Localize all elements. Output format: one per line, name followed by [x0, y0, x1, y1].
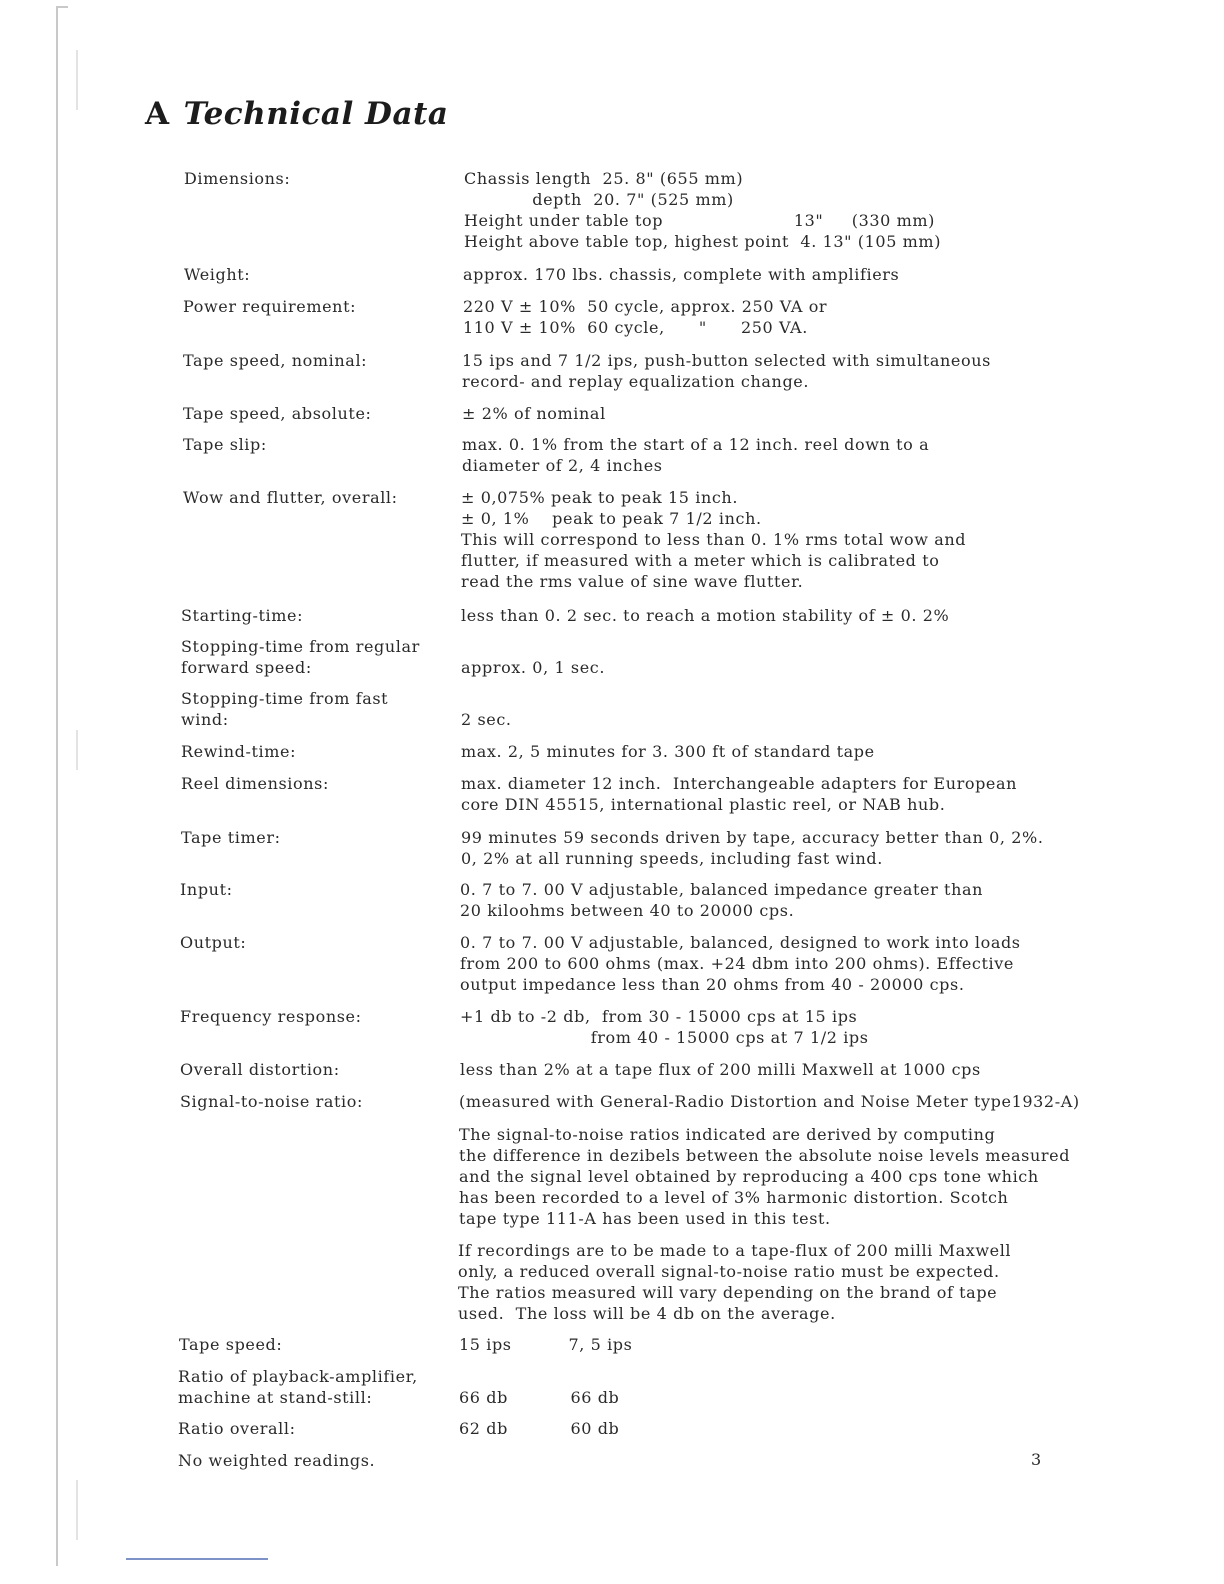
spec-label: Wow and flutter, overall: [183, 488, 398, 507]
spec-value: Chassis length 25. 8" (655 mm) depth 20. 7" (525 mm) Height under table top 13" (330 mm) Height above table top, highest point 4. 13" (105 mm) [464, 169, 942, 251]
spec-label: Tape speed, absolute: [183, 404, 372, 423]
spec-label: Rewind-time: [181, 742, 297, 761]
spec-label: Tape slip: [183, 435, 267, 454]
spec-value: max. 2, 5 minutes for 3. 300 ft of standard tape [461, 742, 875, 761]
spec-label: No weighted readings. [178, 1451, 376, 1470]
spec-label: Tape speed: [179, 1335, 283, 1354]
spec-value: 15 ips 7, 5 ips [459, 1335, 633, 1354]
spec-value: less than 0. 2 sec. to reach a motion stability of ± 0. 2% [461, 606, 950, 625]
spec-value: 2 sec. [461, 710, 512, 729]
spec-value: (measured with General-Radio Distortion and Noise Meter type1932-A) [459, 1092, 1080, 1111]
spec-value: approx. 170 lbs. chassis, complete with amplifiers [463, 265, 900, 284]
page-title [145, 96, 448, 132]
spec-value: 220 V ± 10% 50 cycle, approx. 250 VA or 110 V ± 10% 60 cycle, " 250 VA. [463, 297, 828, 337]
spec-label: Output: [180, 933, 247, 952]
spec-value: 66 db 66 db [459, 1388, 620, 1407]
spec-value: 62 db 60 db [459, 1419, 620, 1438]
spec-label: Power requirement: [183, 297, 357, 316]
spec-value: The signal-to-noise ratios indicated are derived by computing the difference in dezibels between the absolute noise levels measured and the signal level obtained by reproducing a 400 cps tone which has been recorded to a level of 3% harmonic distortion. Scotch tape type 111-A has been used in this test. [459, 1125, 1071, 1228]
spec-label: Stopping-time from regular forward speed: [181, 637, 420, 677]
spec-value: 99 minutes 59 seconds driven by tape, accuracy better than 0, 2%. 0, 2% at all running speeds, including fast wind. [461, 828, 1044, 868]
punch-mark [76, 50, 78, 110]
bottom-rule [126, 1558, 268, 1560]
spec-label: Dimensions: [184, 169, 291, 188]
spec-value: ± 0,075% peak to peak 15 inch. ± 0, 1% peak to peak 7 1/2 inch. This will correspond to less than 0. 1% rms total wow and flutter, if measured with a meter which is calibrated to read the rms value of sine wave flutter. [461, 488, 967, 591]
spec-value: ± 2% of nominal [462, 404, 606, 423]
spec-label: Input: [180, 880, 233, 899]
spec-value: max. 0. 1% from the start of a 12 inch. reel down to a diameter of 2, 4 inches [462, 435, 930, 475]
spec-label: Frequency response: [180, 1007, 362, 1026]
spec-value: If recordings are to be made to a tape-flux of 200 milli Maxwell only, a reduced overall signal-to-noise ratio must be expected. The ratios measured will vary depending on the brand of tape used. The loss will be 4 db on the average. [458, 1241, 1012, 1323]
spec-value: 15 ips and 7 1/2 ips, push-button selected with simultaneous record- and replay equalization change. [462, 351, 991, 391]
spec-label: Weight: [184, 265, 251, 284]
punch-mark [76, 1480, 78, 1540]
spec-label: Ratio overall: [178, 1419, 296, 1438]
spec-value: 0. 7 to 7. 00 V adjustable, balanced impedance greater than 20 kiloohms between 40 to 20000 cps. [460, 880, 984, 920]
spec-value: +1 db to -2 db, from 30 - 15000 cps at 15 ips from 40 - 15000 cps at 7 1/2 ips [460, 1007, 869, 1047]
left-margin-tick [56, 6, 68, 8]
left-margin-line [56, 6, 58, 1566]
spec-label: Ratio of playback-amplifier, machine at stand-still: [178, 1367, 418, 1407]
spec-label: Stopping-time from fast wind: [181, 689, 389, 729]
spec-label: Reel dimensions: [181, 774, 329, 793]
spec-label: Overall distortion: [180, 1060, 340, 1079]
title-letter: A [145, 96, 170, 132]
spec-label: Starting-time: [181, 606, 304, 625]
punch-mark [76, 730, 78, 770]
spec-value: max. diameter 12 inch. Interchangeable adapters for European core DIN 45515, international plastic reel, or NAB hub. [461, 774, 1018, 814]
spec-value: less than 2% at a tape flux of 200 milli Maxwell at 1000 cps [460, 1060, 981, 1079]
spec-label: Tape timer: [181, 828, 281, 847]
spec-value: 0. 7 to 7. 00 V adjustable, balanced, designed to work into loads from 200 to 600 ohms (max. +24 dbm into 200 ohms). Effective output impedance less than 20 ohms from 40 - 20000 cps. [460, 933, 1021, 994]
spec-value: approx. 0, 1 sec. [461, 658, 606, 677]
page-number: 3 [1031, 1450, 1042, 1469]
spec-label: Tape speed, nominal: [183, 351, 368, 370]
spec-label: Signal-to-noise ratio: [180, 1092, 363, 1111]
title-text: Technical Data [183, 96, 449, 132]
